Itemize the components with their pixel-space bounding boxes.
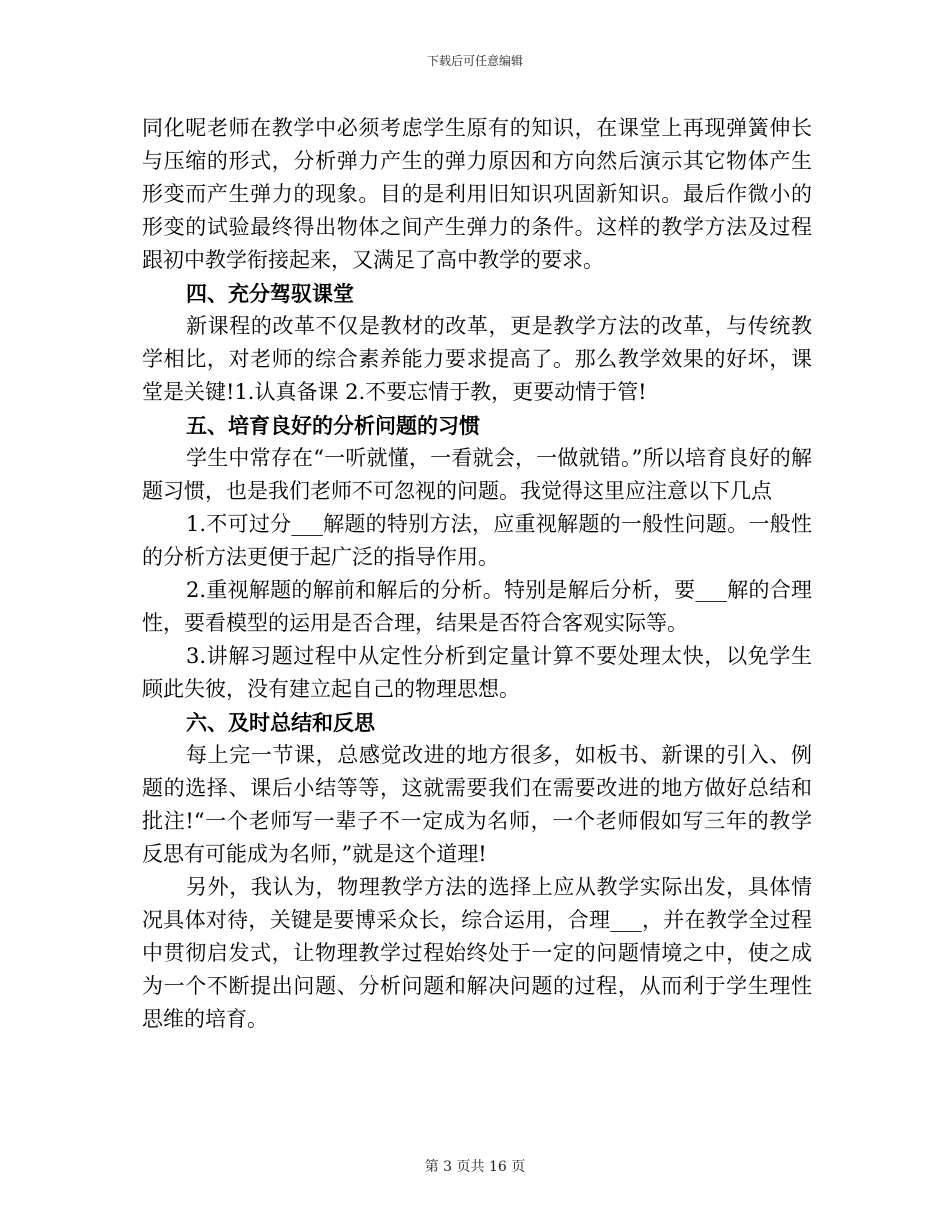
section-heading-5: 五、培育良好的分析问题的习惯 <box>186 413 480 438</box>
paragraph-section-6: 每上完一节课，总感觉改进的地方很多，如板书、新课的引入、例题的选择、课后小结等等，这就需要我们在需要改进的地方做好总结和批注!“一个老师写一辈子不一定成为名师，一个老师假如写三年的教学反思有可能成为名师，”就是这个道理! <box>142 743 812 866</box>
page-header-note: 下载后可任意编辑 <box>426 54 523 68</box>
paragraph-point-1: 1.不可过分___解题的特别方法，应重视解题的一般性问题。一般性的分析方法更便于起广泛的指导作用。 <box>142 512 812 569</box>
paragraph-intro: 同化呢老师在教学中必须考虑学生原有的知识，在课堂上再现弹簧伸长与压缩的形式，分析弹力产生的弹力原因和方向然后演示其它物体产生形变而产生弹力的现象。目的是利用旧知识巩固新知识。最后作微小的形变的试验最终得出物体之间产生弹力的条件。这样的教学方法及过程跟初中教学衔接起来，又满足了高中教学的要求。 <box>142 116 812 272</box>
document-body <box>142 112 812 1036</box>
section-heading-6: 六、及时总结和反思 <box>186 710 375 735</box>
paragraph-point-3: 3.讲解习题过程中从定性分析到定量计算不要处理太快，以免学生顾此失彼，没有建立起自己的物理思想。 <box>142 644 812 701</box>
paragraph-section-4: 新课程的改革不仅是教材的改革，更是教学方法的改革，与传统教学相比，对老师的综合素养能力要求提高了。那么教学效果的好坏，课堂是关键!1.认真备课 2.不要忘情于教，更要动情于管! <box>142 314 812 404</box>
section-heading-4: 四、充分驾驭课堂 <box>186 281 354 306</box>
paragraph-point-2: 2.重视解题的解前和解后的分析。特别是解后分析，要___解的合理性，要看模型的运用是否合理，结果是否符合客观实际等。 <box>142 578 812 635</box>
page-number: 第 3 页共 16 页 <box>424 1159 526 1175</box>
paragraph-section-5: 学生中常存在“一听就懂，一看就会，一做就错。”所以培育良好的解题习惯，也是我们老师不可忽视的问题。我觉得这里应注意以下几点 <box>142 446 812 503</box>
paragraph-final: 另外，我认为，物理教学方法的选择上应从教学实际出发，具体情况具体对待，关键是要博采众长，综合运用，合理___，并在教学全过程中贯彻启发式，让物理教学过程始终处于一定的问题情境之中，使之成为一个不断提出问题、分析问题和解决问题的过程，从而利于学生理性思维的培育。 <box>142 875 812 1031</box>
